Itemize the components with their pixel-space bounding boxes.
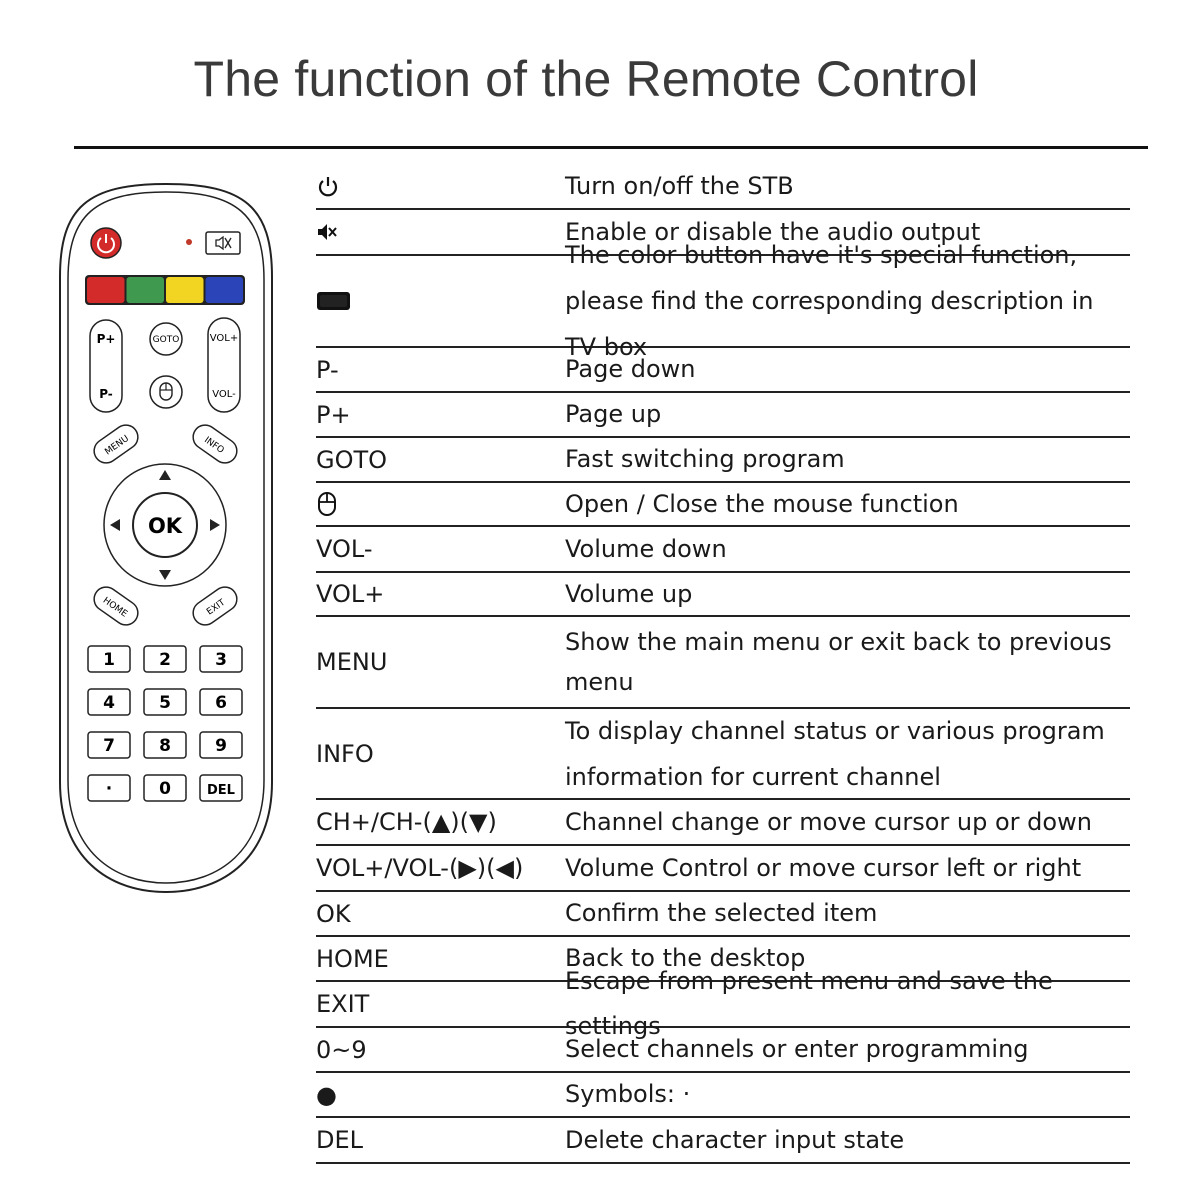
function-key-label: P+: [316, 400, 351, 429]
remote-mute-button[interactable]: [206, 232, 240, 254]
remote-label-ok: OK: [147, 514, 183, 538]
function-row: [316, 892, 1130, 937]
remote-key-label-k9: 9: [215, 736, 227, 756]
remote-color-buttons[interactable]: [85, 275, 245, 305]
function-row: [316, 241, 1130, 361]
remote-label-goto: GOTO: [152, 335, 180, 345]
function-key: [316, 1028, 564, 1071]
function-row: [316, 709, 1130, 800]
function-row: [316, 800, 1130, 846]
function-description: Symbols: ·: [565, 1080, 691, 1108]
function-description: To display channel status or various program information for current channel: [565, 716, 1105, 791]
function-description-cell: [565, 967, 1130, 1040]
remote-color-button-blue[interactable]: [206, 277, 244, 303]
function-key-label: GOTO: [316, 445, 388, 474]
function-key: [316, 892, 564, 935]
function-description-cell: [565, 617, 1130, 707]
function-description: Fast switching program: [565, 445, 845, 473]
function-description-cell: [565, 483, 1130, 525]
remote-key-k1[interactable]: [88, 646, 130, 672]
function-key-label: DEL: [316, 1126, 364, 1154]
function-description: Turn on/off the STB: [565, 171, 794, 200]
function-description: The color button have it's special function, please find the corresponding description in TV box: [565, 241, 1094, 361]
function-description-cell: [565, 709, 1130, 798]
function-key: [316, 483, 564, 525]
function-row: [316, 1073, 1130, 1118]
function-row: [316, 483, 1130, 527]
power-icon: [316, 174, 340, 198]
function-description: Page down: [565, 355, 696, 383]
remote-key-del[interactable]: [200, 775, 242, 801]
remote-key-label-k8: 8: [159, 736, 171, 756]
function-key: [316, 937, 564, 980]
function-row: [316, 846, 1130, 892]
function-key-label: VOL-: [316, 535, 373, 563]
remote-control-svg: [58, 182, 274, 894]
mute-icon: [316, 221, 338, 243]
color-button-icon: [316, 290, 352, 312]
remote-label-menu: MENU: [103, 433, 131, 458]
remote-key-k0[interactable]: [144, 775, 186, 801]
function-key: [316, 256, 564, 346]
remote-key-k6[interactable]: [200, 689, 242, 715]
function-key-label: EXIT: [316, 990, 370, 1018]
function-description-cell: [565, 573, 1130, 615]
remote-key-dot[interactable]: [88, 775, 130, 801]
function-description-cell: [565, 800, 1130, 844]
function-description: Volume up: [565, 579, 693, 608]
function-key: [316, 982, 564, 1026]
function-key-label: P-: [316, 355, 339, 384]
function-description-cell: [565, 527, 1130, 571]
function-description: Show the main menu or exit back to previous menu: [565, 628, 1112, 696]
function-row: [316, 438, 1130, 483]
remote-key-label-k2: 2: [159, 650, 171, 670]
mouse-icon: [316, 491, 338, 517]
function-description: Channel change or move cursor up or down: [565, 807, 1092, 836]
function-description: Page up: [565, 400, 662, 428]
function-row: [316, 1028, 1130, 1073]
function-key: [316, 617, 564, 707]
function-key-label: MENU: [316, 648, 388, 676]
function-description-cell: [565, 438, 1130, 481]
remote-color-button-yellow[interactable]: [166, 277, 204, 303]
remote-key-label-k5: 5: [159, 693, 171, 713]
remote-key-k2[interactable]: [144, 646, 186, 672]
function-description-cell: [565, 348, 1130, 391]
remote-key-label-k3: 3: [215, 650, 227, 670]
function-row: [316, 393, 1130, 438]
remote-key-label-k0: 0: [159, 779, 171, 799]
function-key: [316, 164, 564, 208]
function-table: [316, 164, 1130, 1164]
page-title: The function of the Remote Control: [193, 51, 979, 107]
remote-key-k3[interactable]: [200, 646, 242, 672]
function-row: [316, 164, 1130, 210]
remote-label-vol-plus: VOL+: [209, 333, 239, 344]
function-description: Open / Close the mouse function: [565, 489, 959, 518]
remote-indicator-led: [186, 239, 192, 245]
function-description-cell: [565, 1118, 1130, 1162]
remote-key-k8[interactable]: [144, 732, 186, 758]
remote-label-home: HOME: [100, 595, 129, 620]
remote-color-button-green[interactable]: [127, 277, 165, 303]
function-description-cell: [565, 846, 1130, 890]
function-description: Confirm the selected item: [565, 899, 878, 927]
color-button-icon: [316, 290, 352, 312]
function-row: [316, 573, 1130, 617]
remote-power-button[interactable]: [91, 228, 121, 258]
remote-volume-rocker[interactable]: [208, 318, 240, 412]
function-key: [316, 1073, 564, 1116]
function-description: Escape from present menu and save the settings: [565, 967, 1053, 1040]
function-row: [316, 967, 1130, 1040]
function-description-cell: [565, 241, 1130, 361]
function-key: [316, 573, 564, 615]
function-key: [316, 348, 564, 391]
remote-key-label-del: DEL: [207, 783, 235, 798]
remote-dpad[interactable]: [104, 464, 226, 586]
function-key-label: OK: [316, 899, 351, 928]
remote-key-k7[interactable]: [88, 732, 130, 758]
function-key-label: VOL+: [316, 580, 385, 608]
remote-key-label-dot: ·: [105, 779, 113, 799]
remote-control-illustration: [58, 182, 274, 894]
remote-label-p-minus: P-: [99, 387, 113, 401]
function-description: Enable or disable the audio output: [565, 217, 981, 246]
title-divider: [74, 146, 1148, 149]
remote-key-label-k1: 1: [103, 650, 115, 670]
mouse-icon: [316, 491, 338, 517]
remote-key-label-k7: 7: [103, 736, 115, 756]
function-key: [316, 438, 564, 481]
function-key: [316, 846, 564, 890]
function-description: Volume Control or move cursor left or right: [565, 853, 1082, 882]
function-description-cell: [565, 393, 1130, 436]
function-description: Volume down: [565, 534, 727, 563]
function-row: [316, 348, 1130, 393]
remote-mouse-button[interactable]: [150, 376, 182, 408]
function-key: [316, 393, 564, 436]
remote-key-label-k4: 4: [103, 693, 115, 713]
remote-page-rocker[interactable]: [90, 320, 122, 412]
remote-color-button-red[interactable]: [87, 277, 125, 303]
remote-goto-button[interactable]: [150, 323, 182, 355]
function-key: [316, 709, 564, 798]
function-key: [316, 210, 564, 254]
remote-key-k4[interactable]: [88, 689, 130, 715]
function-description-cell: [565, 164, 1130, 208]
function-key-label: HOME: [316, 944, 389, 973]
function-key: [316, 800, 564, 844]
remote-label-p-plus: P+: [96, 332, 116, 346]
function-key-label: INFO: [316, 739, 374, 768]
mute-icon: [316, 221, 338, 243]
function-row: [316, 1118, 1130, 1164]
remote-label-vol-minus: VOL-: [212, 389, 236, 400]
remote-key-k5[interactable]: [144, 689, 186, 715]
function-description: Select channels or enter programming: [565, 1035, 1029, 1063]
function-key: [316, 527, 564, 571]
function-description: Delete character input state: [565, 1125, 905, 1154]
remote-key-label-k6: 6: [215, 693, 227, 713]
remote-label-info: INFO: [202, 435, 226, 456]
function-key-label: ●: [316, 1080, 337, 1109]
function-key-label: 0~9: [316, 1035, 367, 1064]
function-description-cell: [565, 892, 1130, 935]
power-icon: [316, 174, 340, 198]
function-key-label: CH+/CH-(▲)(▼): [316, 808, 497, 836]
function-description-cell: [565, 1028, 1130, 1071]
function-description: Back to the desktop: [565, 944, 806, 972]
function-key-label: VOL+/VOL-(▶)(◀): [316, 854, 524, 882]
function-description-cell: [565, 1073, 1130, 1116]
remote-key-k9[interactable]: [200, 732, 242, 758]
function-key: [316, 1118, 564, 1162]
function-row: [316, 617, 1130, 709]
function-row: [316, 527, 1130, 573]
remote-label-exit: EXIT: [205, 597, 228, 618]
